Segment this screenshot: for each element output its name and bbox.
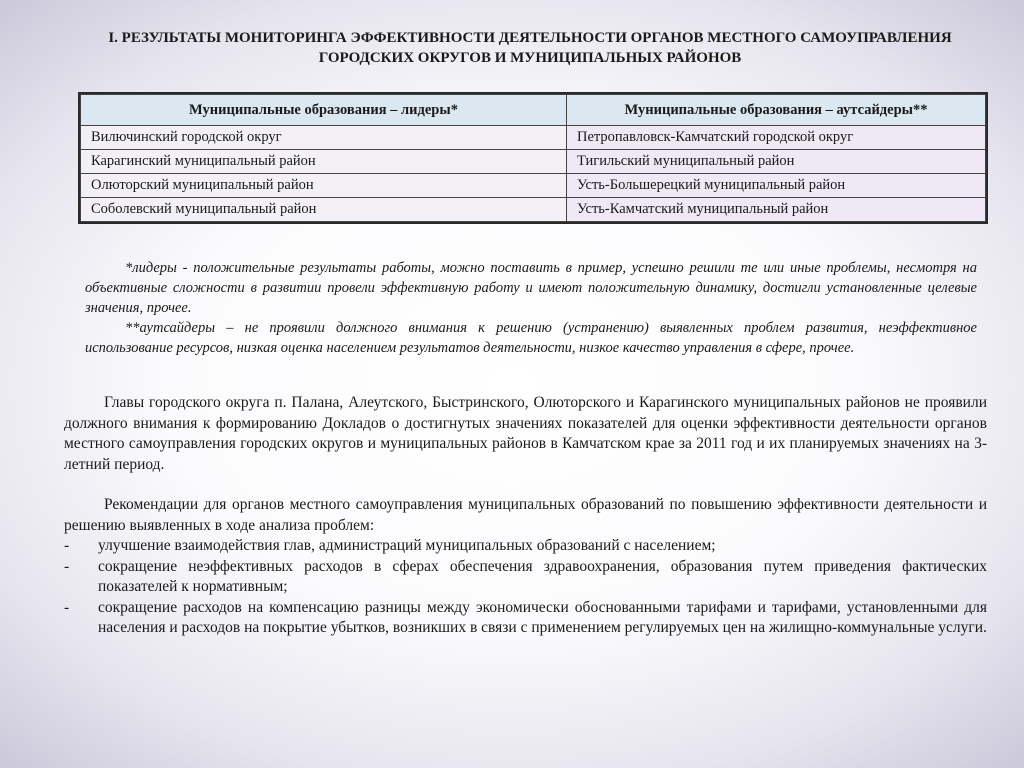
main-text	[64, 393, 987, 639]
outsider-cell: Петропавловск-Камчатский городской округ	[567, 126, 986, 150]
leaders-outsiders-table	[80, 94, 986, 222]
leader-cell: Вилючинский городской округ	[81, 126, 567, 150]
table-row	[81, 150, 986, 174]
list-dash: -	[64, 598, 70, 616]
paragraph-spacer	[64, 475, 987, 495]
list-dash: -	[64, 537, 70, 554]
table-row	[81, 174, 986, 198]
list-item	[64, 598, 987, 639]
outsider-cell: Усть-Камчатский муниципальный район	[567, 198, 986, 222]
recommendations-list	[64, 536, 987, 639]
table-row	[81, 126, 986, 150]
table-row	[81, 198, 986, 222]
outsider-cell: Усть-Большерецкий муниципальный район	[567, 174, 986, 198]
recommendations-intro: Рекомендации для органов местного самоуправления муниципальных образований по повышению эффективности деятельности и решению выявленных в ходе анализа проблем:	[64, 496, 987, 534]
footnote-leaders: *лидеры - положительные результаты работы, можно поставить в пример, успешно решили те или иные проблемы, несмотря на объективные сложности в развитии провели эффективную работу и имеют положительную динамику, достигли установленные целевые значения, прочее.	[85, 260, 977, 316]
paragraph-heads: Главы городского округа п. Палана, Алеутского, Быстринского, Олюторского и Карагинского муниципальных районов не проявили должного внимания к формированию Докладов о достигнутых значениях показателей для оценки эффективности деятельности органов местного самоуправления городских округов и муниципальных районов в Камчатском крае за 2011 год и их планируемых значениях на 3-летний период.	[64, 394, 987, 473]
table-footnotes	[85, 258, 977, 358]
list-dash: -	[64, 557, 70, 575]
list-item-text: сокращение неэффективных расходов в сферах обеспечения здравоохранения, образования путем приведения фактических показателей к нормативным;	[98, 557, 987, 595]
list-item	[64, 557, 987, 598]
leader-cell: Соболевский муниципальный район	[81, 198, 567, 222]
header-leaders: Муниципальные образования – лидеры*	[81, 95, 567, 126]
leader-cell: Карагинский муниципальный район	[81, 150, 567, 174]
header-outsiders: Муниципальные образования – аутсайдеры**	[567, 95, 986, 126]
outsider-cell: Тигильский муниципальный район	[567, 150, 986, 174]
list-item	[64, 536, 987, 557]
page-title: I. РЕЗУЛЬТАТЫ МОНИТОРИНГА ЭФФЕКТИВНОСТИ ДЕЯТЕЛЬНОСТИ ОРГАНОВ МЕСТНОГО САМОУПРАВЛЕНИЯ ГОРОДСКИХ ОКРУГОВ И МУНИЦИПАЛЬНЫХ РАЙОНОВ	[108, 30, 952, 66]
list-item-text: сокращение расходов на компенсацию разницы между экономически обоснованными тарифами и тарифами, установленными для населения и расходов на покрытие убытков, возникших в связи с применением регулируемых цен на жилищно-коммунальные услуги.	[98, 598, 987, 636]
list-item-text: улучшение взаимодействия глав, администраций муниципальных образований с населением;	[98, 537, 716, 554]
footnote-outsiders: **аутсайдеры – не проявили должного внимания к решению (устранению) выявленных проблем развития, неэффективное использование ресурсов, низкая оценка населением результатов деятельности, низкое качество управления в сфере, прочее.	[85, 320, 977, 356]
leaders-outsiders-table-wrap	[78, 92, 988, 224]
table-header-row	[81, 95, 986, 126]
leader-cell: Олюторский муниципальный район	[81, 174, 567, 198]
